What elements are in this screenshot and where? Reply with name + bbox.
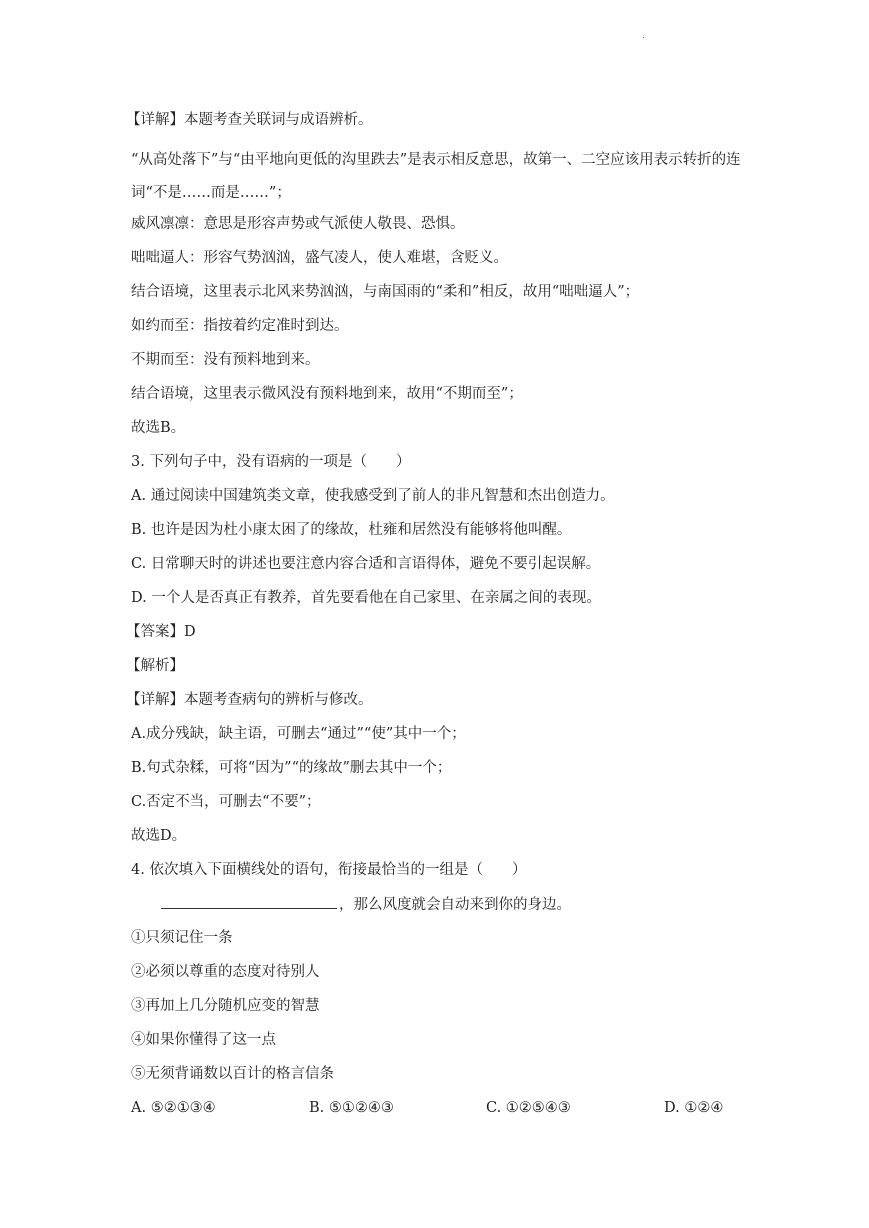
analysis-b: B.句式杂糅，可将“因为”“的缘故”删去其中一个；	[131, 760, 452, 776]
answer-choice-3: 故选D。	[131, 828, 187, 844]
paragraph-contrast: “从高处落下”与“由平地向更低的沟里跌去”是表示相反意思，故第一、二空应该用表示转折的连词“不是……而是……”；	[131, 152, 741, 201]
analysis-a: A.成分残缺，缺主语，可删去“通过”“使”其中一个；	[131, 726, 466, 742]
idiom-3: 如约而至：指按着约定准时到达。	[131, 318, 349, 334]
question-4: 4. 依次填入下面横线处的语句，衔接最恰当的一组是（ ）	[131, 862, 527, 878]
analysis-c: C.否定不当，可删去“不要”；	[131, 794, 321, 810]
question-4-option-c: C. ①②⑤④③	[486, 1100, 571, 1116]
fill-blank-line	[161, 894, 571, 915]
page-mark: .	[642, 30, 645, 41]
detail-heading: 【详解】本题考查关联词与成语辨析。	[126, 112, 373, 128]
idiom-2: 咄咄逼人：形容气势汹汹，盛气凌人，使人难堪，含贬义。	[131, 250, 508, 266]
answer-blank[interactable]	[161, 894, 337, 909]
question-3-option-d: D. 一个人是否真正有教养，首先要看他在自己家里、在亲属之间的表现。	[131, 590, 601, 606]
context-1: 结合语境，这里表示北风来势汹汹，与南国雨的“柔和”相反，故用“咄咄逼人”；	[131, 284, 640, 300]
statement-2: ②必须以尊重的态度对待别人	[131, 964, 320, 980]
context-2: 结合语境，这里表示微风没有预料地到来，故用“不期而至”；	[131, 386, 523, 402]
statement-3: ③再加上几分随机应变的智慧	[131, 998, 320, 1014]
question-4-option-d: D. ①②④	[664, 1100, 724, 1116]
answer-choice-2: 故选B。	[131, 420, 186, 436]
question-3-option-b: B. 也许是因为杜小康太困了的缘故，杜雍和居然没有能够将他叫醒。	[131, 522, 572, 538]
fill-blank-text: ，那么风度就会自动来到你的身边。	[339, 897, 571, 913]
detail-heading-2: 【详解】本题考查病句的辨析与修改。	[126, 692, 373, 708]
idiom-4: 不期而至：没有预料地到来。	[131, 352, 320, 368]
question-3-option-c: C. 日常聊天时的讲述也要注意内容合适和言语得体，避免不要引起误解。	[131, 556, 601, 572]
statement-5: ⑤无须背诵数以百计的格言信条	[131, 1066, 334, 1082]
question-3: 3. 下列句子中，没有语病的一项是（ ）	[131, 454, 411, 470]
question-4-option-a: A. ⑤②①③④	[131, 1100, 216, 1116]
idiom-1: 威风凛凛：意思是形容声势或气派使人敬畏、恐惧。	[131, 216, 465, 232]
statement-4: ④如果你懂得了这一点	[131, 1032, 276, 1048]
answer-label: 【答案】D	[126, 624, 196, 640]
analysis-label: 【解析】	[126, 658, 184, 674]
question-3-option-a: A. 通过阅读中国建筑类文章，使我感受到了前人的非凡智慧和杰出创造力。	[131, 488, 615, 504]
question-4-option-b: B. ⑤①②④③	[309, 1100, 394, 1116]
statement-1: ①只须记住一条	[131, 930, 233, 946]
